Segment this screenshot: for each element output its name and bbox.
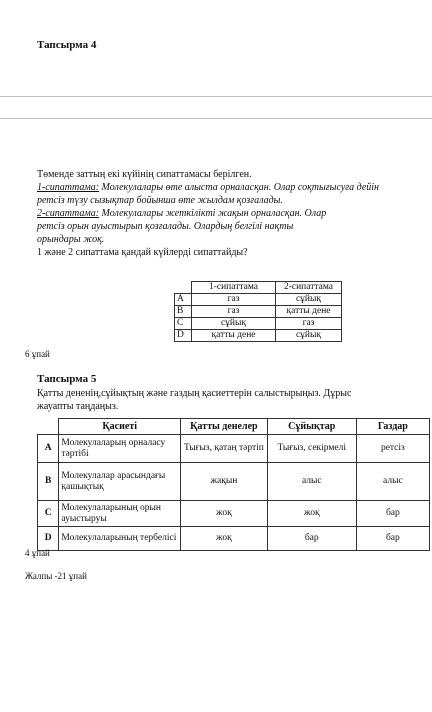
table-row: A газ сұйық: [175, 294, 342, 306]
option-letter: A: [38, 435, 59, 463]
task5-table: [37, 418, 430, 551]
divider: [0, 96, 432, 97]
table-header: 1-сипаттама: [192, 282, 276, 294]
table-row: D қатты дене сұйық: [175, 330, 342, 342]
table-header: Қасиеті: [59, 419, 181, 435]
table-row: C Молекулаларының орын ауыстыруы жоқ жоқ бар: [38, 501, 430, 527]
option-letter: D: [175, 330, 192, 342]
task4-title: Тапсырма 4: [37, 39, 97, 51]
task5-title: Тапсырма 5: [37, 373, 97, 385]
option-letter: A: [175, 294, 192, 306]
option-letter: C: [38, 501, 59, 527]
table-row: C сұйық газ: [175, 318, 342, 330]
description-1: 1-сипаттама: Молекулалары өте алыста орналасқан. Олар соқтығысуға дейін: [37, 182, 380, 193]
total-points: Жалпы -21 ұпай: [25, 571, 87, 581]
table-row: B газ қатты дене: [175, 306, 342, 318]
task4-intro: Төменде заттың екі күйінің сипаттамасы берілген.: [37, 169, 252, 180]
description-2-label: 2-сипаттама:: [37, 208, 100, 219]
task4-table: [174, 281, 342, 342]
table-header: 2-сипаттама: [276, 282, 342, 294]
task4-text: Төменде заттың екі күйінің сипаттамасы берілген. 1-сипаттама: Молекулалары өте алыста орналасқан. Олар соқтығысуға дейін ретсіз түзу сызықтар бойынша өте жылдам қозғалады. 2-сипаттама: Молекулалары жеткілікті жақын орналасқан. Олар ретсіз орын ауыстырып қозғалады. Олардың белгілі нақты орындары жоқ. 1 және 2 сипаттама қандай күйлерді сипаттайды?: [37, 168, 427, 259]
divider: [0, 118, 432, 119]
table-row: D Молекулаларының тербелісі жоқ бар бар: [38, 527, 430, 551]
table-row: B Молекулалар арасындағы қашықтық жақын алыс алыс: [38, 463, 430, 501]
option-letter: D: [38, 527, 59, 551]
description-2: 2-сипаттама: Молекулалары жеткілікті жақын орналасқан. Олар: [37, 208, 327, 219]
task4-question: 1 және 2 сипаттама қандай күйлерді сипаттайды?: [37, 247, 248, 258]
table-header: Сұйықтар: [267, 419, 356, 435]
task4-points: 6 ұпай: [25, 349, 50, 359]
description-1-label: 1-сипаттама:: [37, 182, 100, 193]
table-header: Газдар: [356, 419, 429, 435]
table-header: Қатты денелер: [181, 419, 268, 435]
option-letter: B: [175, 306, 192, 318]
option-letter: C: [175, 318, 192, 330]
task5-intro: Қатты дененің,сұйықтың және газдың қасиеттерін салыстырыңыз. Дұрыс жауапты таңдаңыз.: [37, 388, 352, 412]
table-row: A Молекулаларың орналасу тәртібі Тығыз, қатаң тәртіп Тығыз, секірмелі ретсіз: [38, 435, 430, 463]
task5-points: 4 ұпай: [25, 548, 50, 558]
option-letter: B: [38, 463, 59, 501]
